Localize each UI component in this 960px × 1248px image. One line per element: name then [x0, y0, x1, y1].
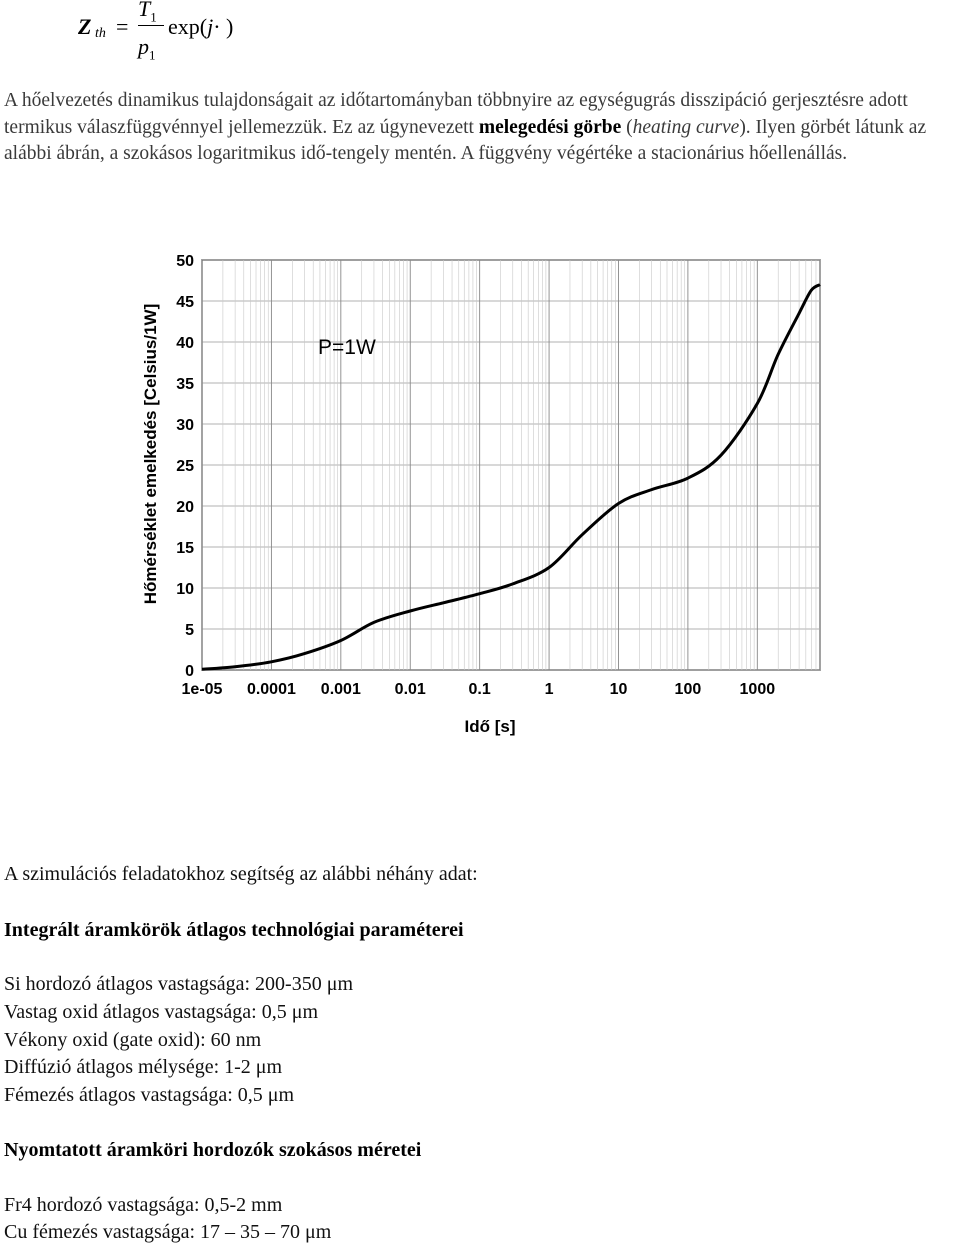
x-tick-label: 100 [674, 681, 702, 698]
param-metallization: Fémezés átlagos vastagsága: 0,5 μm [4, 1084, 295, 1106]
param-thick-oxide: Vastag oxid átlagos vastagsága: 0,5 μm [4, 1001, 318, 1023]
param-thin-oxide: Vékony oxid (gate oxid): 60 nm [4, 1029, 262, 1051]
y-tick-label: 20 [176, 499, 194, 516]
param-diffusion-depth: Diffúzió átlagos mélysége: 1-2 μm [4, 1056, 283, 1078]
x-tick-label: 0.0001 [246, 681, 296, 698]
formula-fraction-bar [138, 25, 164, 26]
term-heating-curve-english: heating curve [632, 116, 740, 138]
x-tick-label: 0.1 [468, 681, 491, 698]
x-tick-label: 1000 [739, 681, 776, 698]
y-tick-label: 10 [176, 581, 194, 598]
term-heating-curve: melegedési görbe [478, 116, 622, 138]
thermal-impedance-formula [78, 0, 318, 70]
x-tick-label: 10 [609, 681, 628, 698]
y-tick-label: 25 [176, 458, 194, 475]
intro-text-1: A hőelvezetés dinamikus tulajdonságait az időtartományban többnyire az egységugrás disszipáció gerjesztésre adott termikus válaszfüggvénnyel jellemezzük. Ez az úgynevezett [4, 90, 908, 138]
formula-exp: exp(j· ) [168, 14, 234, 39]
x-tick-label: 1e-05 [181, 681, 223, 698]
formula-numerator: $T_1$ [138, 0, 157, 25]
intro-text-3: ). Ilyen görbét látunk az alábbi ábrán, a szokásos logaritmikus idő-tengely mentén. A függvény végértéke a stacionárius hőellenállás. [4, 116, 927, 164]
param-cu-thickness: Cu fémezés vastagsága: 17 – 35 – 70 μm [4, 1221, 332, 1243]
ic-parameters-heading: Integrált áramkörök átlagos technológiai paraméterei [4, 919, 464, 941]
chart-annotation: P=1W [318, 336, 376, 359]
y-tick-label: 40 [176, 335, 194, 352]
formula-subscript: th [95, 26, 106, 41]
y-tick-label: 45 [176, 294, 194, 311]
y-tick-label: 30 [176, 417, 194, 434]
y-tick-label: 35 [176, 376, 194, 393]
formula-denominator: $p_1$ [138, 34, 156, 63]
y-tick-label: 50 [176, 253, 194, 270]
param-si-thickness: Si hordozó átlagos vastagsága: 200-350 μm [4, 973, 353, 995]
intro-text-2: ( [621, 116, 633, 138]
y-tick-label: 5 [185, 622, 194, 639]
formula-z: Z [78, 14, 92, 39]
x-tick-label: 0.01 [394, 681, 426, 698]
intro-paragraph [4, 88, 954, 168]
heating-curve-chart [120, 236, 840, 746]
x-tick-label: 0.001 [320, 681, 361, 698]
simulation-intro: A szimulációs feladatokhoz segítség az alábbi néhány adat: [4, 863, 478, 885]
formula-equals: = [116, 14, 129, 39]
x-tick-label: 1 [544, 681, 554, 698]
y-tick-label: 15 [176, 540, 194, 557]
pcb-heading: Nyomtatott áramköri hordozók szokásos méretei [4, 1139, 422, 1161]
y-tick-label: 0 [185, 663, 194, 680]
y-axis-label: Hőmérséklet emelkedés [Celsius/1W] [141, 303, 160, 605]
param-fr4-thickness: Fr4 hordozó vastagsága: 0,5-2 mm [4, 1194, 283, 1216]
x-axis-label: Idő [s] [464, 717, 516, 736]
